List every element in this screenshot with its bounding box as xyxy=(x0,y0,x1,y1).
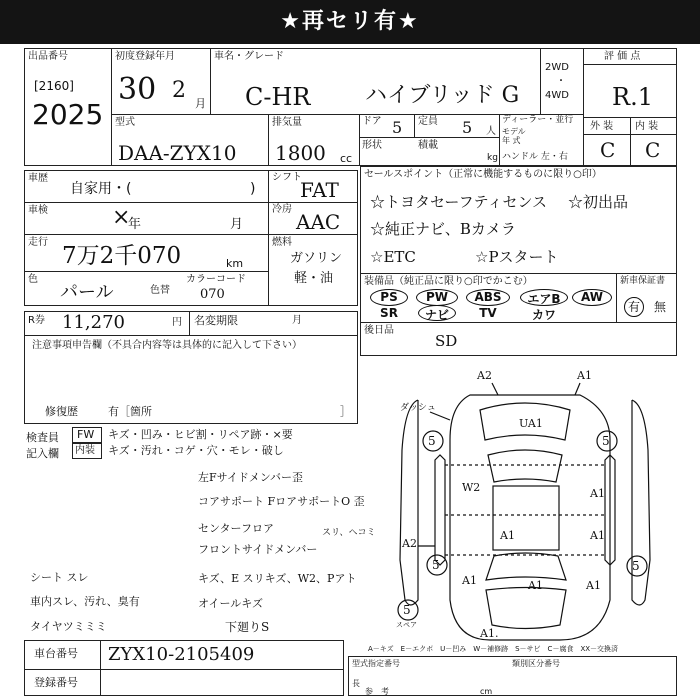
history-value: 自家用・( xyxy=(70,181,132,197)
mark-a1-right2: A1 xyxy=(590,529,605,542)
fuel-value1: ガソリン xyxy=(290,251,343,266)
dealer-label: ディーラー・並行 xyxy=(502,115,574,125)
ptr-a2 xyxy=(492,383,498,395)
repair-close: ］ xyxy=(340,405,351,418)
diagram-legend: A－キズ E－エクボ U－凹み W－補修跡 S－サビ C－腐食 XX－交換済 xyxy=(368,645,619,653)
left-side xyxy=(435,455,445,565)
model-year-label: モデル 年 式 xyxy=(502,127,526,145)
mark-a1-bottom: A1. xyxy=(480,627,499,640)
footer-len: 長 xyxy=(352,679,360,688)
reg-year: 30 xyxy=(118,72,157,107)
chassis-label: 車台番号 xyxy=(34,647,78,660)
color-code-label: カラーコード xyxy=(186,274,246,285)
equip-navi: ナビ xyxy=(424,308,449,322)
sales-item-2: ☆初出品 xyxy=(568,193,629,211)
exterior-value: C xyxy=(600,138,616,162)
cap-value: 5 xyxy=(462,118,473,137)
notes-label: 注意事項申告欄（不具合内容等は具体的に記入して下さい） xyxy=(32,340,302,351)
ac-value: AAC xyxy=(296,210,341,234)
doors-value: 5 xyxy=(392,118,403,137)
right-side-view xyxy=(632,400,650,605)
cap-label: 定員 xyxy=(418,116,438,127)
rear-label: 後日品 xyxy=(364,325,394,336)
chassis-value: ZYX10-2105409 xyxy=(108,644,255,665)
footer-class: 類別区分番号 xyxy=(512,659,560,668)
circle-5-spare: 5 xyxy=(403,603,411,617)
shape-label: 形状 xyxy=(362,140,382,151)
reg-month: 2 xyxy=(172,78,186,103)
footer-type: 型式指定番号 xyxy=(352,659,400,668)
fw-items: キズ・凹み・ヒビ割・リペア跡・×要 xyxy=(108,428,293,441)
windshield xyxy=(488,450,562,482)
insp-note-4: フロントサイドメンバー xyxy=(198,543,318,556)
insp-note-1: 左Fサイドメンバー歪 xyxy=(198,471,303,484)
lot-sub: [2160] xyxy=(34,79,74,93)
shift-label: シフト xyxy=(272,172,302,183)
load-unit: kg xyxy=(487,153,498,163)
score-value: R.1 xyxy=(612,83,653,111)
drive-dot: ・ xyxy=(556,76,566,87)
interior-value: C xyxy=(645,138,661,162)
load-label: 積載 xyxy=(418,140,438,151)
circle-5-fl: 5 xyxy=(428,434,436,448)
dashcam-note: ダッシュ xyxy=(400,403,436,413)
repair-label: 修復歴 xyxy=(45,405,78,418)
insp-note-5: キズ、E スリキズ、W2、Pアト xyxy=(198,572,357,585)
recycle-value: 11,270 xyxy=(62,312,125,333)
history-label: 車歴 xyxy=(28,173,48,184)
mileage-label: 走行 xyxy=(28,237,48,248)
inspector-label: 検査員 記入欄 xyxy=(26,431,59,460)
recycle-unit: 円 xyxy=(172,317,182,328)
ptr-a1 xyxy=(575,383,580,395)
color-tone-label: 色替 xyxy=(150,285,170,296)
color-label: 色 xyxy=(28,274,38,285)
equip-ps: PS xyxy=(380,290,398,304)
circle-5-fr: 5 xyxy=(602,434,610,448)
fw-label: FW xyxy=(77,428,95,441)
mark-a1-bm: A1 xyxy=(528,579,543,592)
sales-label: セールスポイント（正常に機能するものに限り○印） xyxy=(364,169,602,180)
shift-value: FAT xyxy=(300,178,339,202)
reg-month-unit: 月 xyxy=(195,97,206,110)
sales-item-1: ☆トヨタセーフティセンス xyxy=(370,193,548,211)
fuel-label: 燃料 xyxy=(272,237,292,248)
drive-2wd: 2WD xyxy=(545,62,569,73)
left-side-view xyxy=(400,400,418,605)
insp-note-3: センターフロア xyxy=(198,522,275,535)
recycle-label: R券 xyxy=(28,315,45,326)
equip-leather: カワ xyxy=(531,308,556,322)
model-value: DAA-ZYX10 xyxy=(118,141,237,165)
mark-a2-top: A2 xyxy=(477,369,492,382)
inspection-month: 月 xyxy=(230,217,244,232)
namechange-label: 名変期限 xyxy=(194,314,238,327)
mark-a2-left: A2 xyxy=(402,537,417,550)
warranty-yes: 有 xyxy=(628,300,641,314)
insp-note-extra: スリ、ヘコミ xyxy=(322,528,376,538)
mark-a1-bl: A1 xyxy=(462,574,477,587)
mark-a1-top: A1 xyxy=(577,369,592,382)
drive-4wd: 4WD xyxy=(545,90,569,101)
warranty-label: 新車保証書 xyxy=(620,276,666,286)
car-label: 車名・グレード xyxy=(214,51,284,62)
left-note-1: シート スレ xyxy=(30,571,89,584)
mileage-value: 7万2千070 xyxy=(62,243,182,269)
sales-item-4: ☆ETC xyxy=(370,248,416,266)
color-code-value: 070 xyxy=(200,287,225,302)
left-note-2: 車内スレ、汚れ、臭有 xyxy=(30,595,140,608)
interior-label: 内 装 xyxy=(635,121,659,132)
spare-label: スペア xyxy=(396,621,417,629)
namechange-month: 月 xyxy=(292,315,302,326)
inspection-year: 年 xyxy=(128,217,142,232)
sales-item-3: ☆純正ナビ、Bカメラ xyxy=(370,220,516,238)
int-items: キズ・汚れ・コゲ・穴・モレ・破し xyxy=(108,444,284,457)
mark-ua1: UA1 xyxy=(519,417,543,430)
mark-w2: W2 xyxy=(462,481,481,494)
warranty-no: 無 xyxy=(654,300,667,314)
circle-5-rl: 5 xyxy=(432,558,440,572)
equip-pw: PW xyxy=(425,290,449,304)
mark-a1-right1: A1 xyxy=(590,487,605,500)
equip-aw: AW xyxy=(581,290,603,304)
footer-ref: 参 考 xyxy=(365,687,389,696)
exterior-label: 外 装 xyxy=(590,121,614,132)
lot-number: 2025 xyxy=(32,98,104,131)
mark-a1-br: A1 xyxy=(586,579,601,592)
model-label: 型式 xyxy=(115,117,135,128)
inspection-cross: × xyxy=(112,205,131,230)
rear-value: SD xyxy=(435,332,458,350)
mileage-unit: km xyxy=(226,257,244,270)
lot-label: 出品番号 xyxy=(28,51,68,62)
equip-label: 装備品（純正品に限り○印でかこむ） xyxy=(364,276,533,287)
insp-note-7: 下廻りS xyxy=(225,620,270,634)
mark-a1-mid: A1 xyxy=(500,529,515,542)
disp-unit: cc xyxy=(340,152,353,165)
sales-item-5: ☆Pスタート xyxy=(475,248,559,266)
regno-label: 登録番号 xyxy=(34,676,78,689)
disp-label: 排気量 xyxy=(272,117,302,128)
rear-window xyxy=(486,553,566,580)
repair-value: 有［箇所 xyxy=(108,405,152,418)
rear-hatch xyxy=(486,588,566,629)
disp-value: 1800 xyxy=(275,141,326,165)
equip-tv: TV xyxy=(479,306,497,320)
equip-airbag: エアB xyxy=(527,292,561,306)
equip-abs: ABS xyxy=(474,290,502,304)
body-outline xyxy=(450,395,610,640)
car-name: C-HR xyxy=(245,83,311,111)
footer-cm: cm xyxy=(480,687,493,696)
cap-unit: 人 xyxy=(486,126,496,137)
score-label: 評 価 点 xyxy=(604,51,641,62)
insp-note-6: オイールキズ xyxy=(198,597,264,610)
ptr-dash xyxy=(430,412,450,420)
color-value: パール xyxy=(60,282,114,303)
doors-label: ドア xyxy=(362,116,382,127)
circle-5-rr: 5 xyxy=(632,559,640,573)
left-note-3: タイヤツミミミ xyxy=(30,620,107,633)
handle-label: ハンドル 左・右 xyxy=(502,152,568,162)
fuel-value2: 軽・油 xyxy=(294,271,334,286)
car-grade: ハイブリッド G xyxy=(365,83,520,108)
history-close: ) xyxy=(250,181,256,197)
inspection-label: 車検 xyxy=(28,205,48,216)
equip-sr: SR xyxy=(380,306,398,320)
ac-label: 冷房 xyxy=(272,204,292,215)
int-label: 内装 xyxy=(75,445,95,456)
insp-note-2: コアサポート FロアサポートO 歪 xyxy=(198,495,365,508)
header-title: ★再セリ有★ xyxy=(280,9,420,34)
reg-label: 初度登録年月 xyxy=(115,51,175,62)
